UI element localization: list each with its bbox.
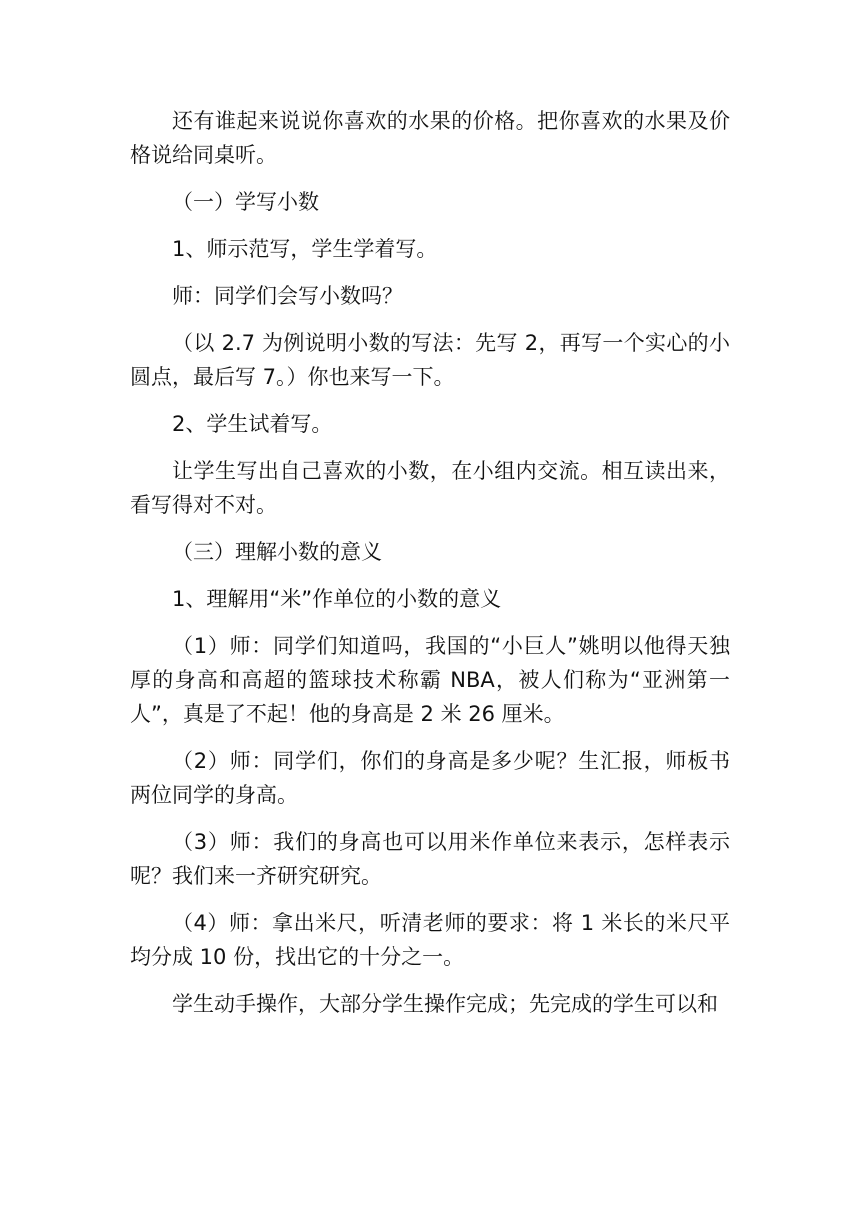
paragraph-meter-representation: （3）师：我们的身高也可以用米作单位来表示，怎样表示呢？我们来一齐研究研究。	[130, 830, 730, 888]
heading-understand-meaning: （三）理解小数的意义	[172, 540, 382, 564]
paragraph-fruit-prices: 还有谁起来说说你喜欢的水果的价格。把你喜欢的水果及价格说给同桌听。	[130, 109, 730, 167]
paragraph-hands-on: 学生动手操作，大部分学生操作完成；先完成的学生可以和	[172, 992, 718, 1016]
document-body	[130, 104, 730, 1034]
step-teacher-demo: 1、师示范写，学生学着写。	[172, 237, 438, 261]
paragraph-group-exchange: 让学生写出自己喜欢的小数，在小组内交流。相互读出来，看写得对不对。	[130, 459, 730, 517]
step-students-try: 2、学生试着写。	[172, 412, 333, 436]
step-meter-unit: 1、理解用“米”作单位的小数的意义	[172, 587, 502, 611]
heading-learn-write-decimals: （一）学写小数	[172, 190, 319, 214]
paragraph-student-heights: （2）师：同学们，你们的身高是多少呢？生汇报，师板书两位同学的身高。	[130, 749, 730, 807]
paragraph-meter-ruler: （4）师：拿出米尺，听清老师的要求：将 1 米长的米尺平均分成 10 份，找出它的十分之一。	[130, 911, 730, 969]
paragraph-yao-ming: （1）师：同学们知道吗，我国的“小巨人”姚明以他得天独厚的身高和高超的篮球技术称霸 NBA，被人们称为“亚洲第一人”，真是了不起！他的身高是 2 米 26 厘米。	[130, 634, 730, 726]
teacher-question: 师：同学们会写小数吗？	[172, 284, 403, 308]
paragraph-writing-method: （以 2.7 为例说明小数的写法：先写 2，再写一个实心的小圆点，最后写 7。）你也来写一下。	[130, 331, 730, 389]
